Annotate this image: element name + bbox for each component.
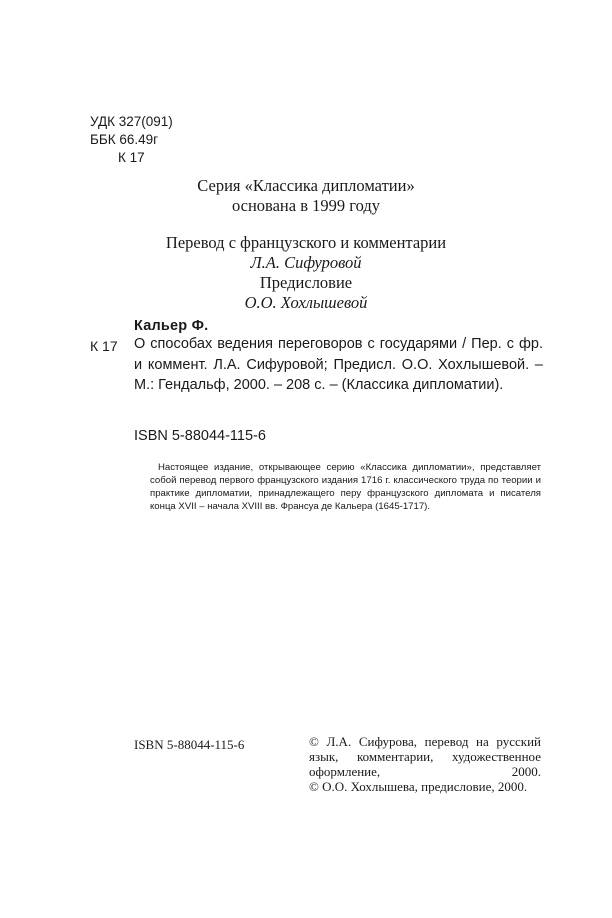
- footer-isbn: ISBN 5-88044-115-6: [134, 737, 245, 752]
- series-founded: основана в 1999 году: [231, 196, 381, 215]
- credits: [0, 233, 612, 313]
- copyright-preface: © О.О. Хохлышева, предисловие, 2000.: [309, 779, 528, 794]
- record-mark: К 17: [90, 338, 118, 354]
- catalog-codes: [90, 113, 173, 167]
- record-author: Кальер Ф.: [134, 318, 209, 334]
- translation-label: Перевод с французского и комментарии: [165, 233, 447, 252]
- series-info: [0, 176, 612, 216]
- bbk-code: ББК 66.49г: [90, 132, 159, 147]
- record-isbn: ISBN 5-88044-115-6: [134, 428, 266, 444]
- preface-label: Предисловие: [259, 273, 353, 292]
- copyright-block: [309, 734, 541, 794]
- translator-name: Л.А. Сифуровой: [250, 253, 362, 272]
- series-title: Серия «Классика дипломатии»: [197, 176, 415, 195]
- copyright-translator: © Л.А. Сифурова, перевод на русский язык, комментарии, художественное оформление, 2000.: [309, 734, 541, 779]
- annotation-text: Настоящее издание, открывающее серию «Классика дипломатии», представляет собой перевод первого французского издания 1716 г. классического труда по теории и практике дипломатии, принадлежащего перу французского дипломата и писателя конца XVII – начала XVIII вв. Франсуа де Кальера (1645-1717).: [150, 462, 541, 512]
- udk-code: УДК 327(091): [90, 114, 173, 129]
- preface-author: О.О. Хохлышевой: [244, 293, 368, 312]
- record-description: О способах ведения переговоров с государями / Пер. с фр. и коммент. Л.А. Сифуровой; Предисл. О.О. Хохлышевой. – М.: Гендальф, 2000. – 208 с. – (Классика дипломатии).: [134, 336, 543, 394]
- author-mark-code: К 17: [118, 150, 145, 165]
